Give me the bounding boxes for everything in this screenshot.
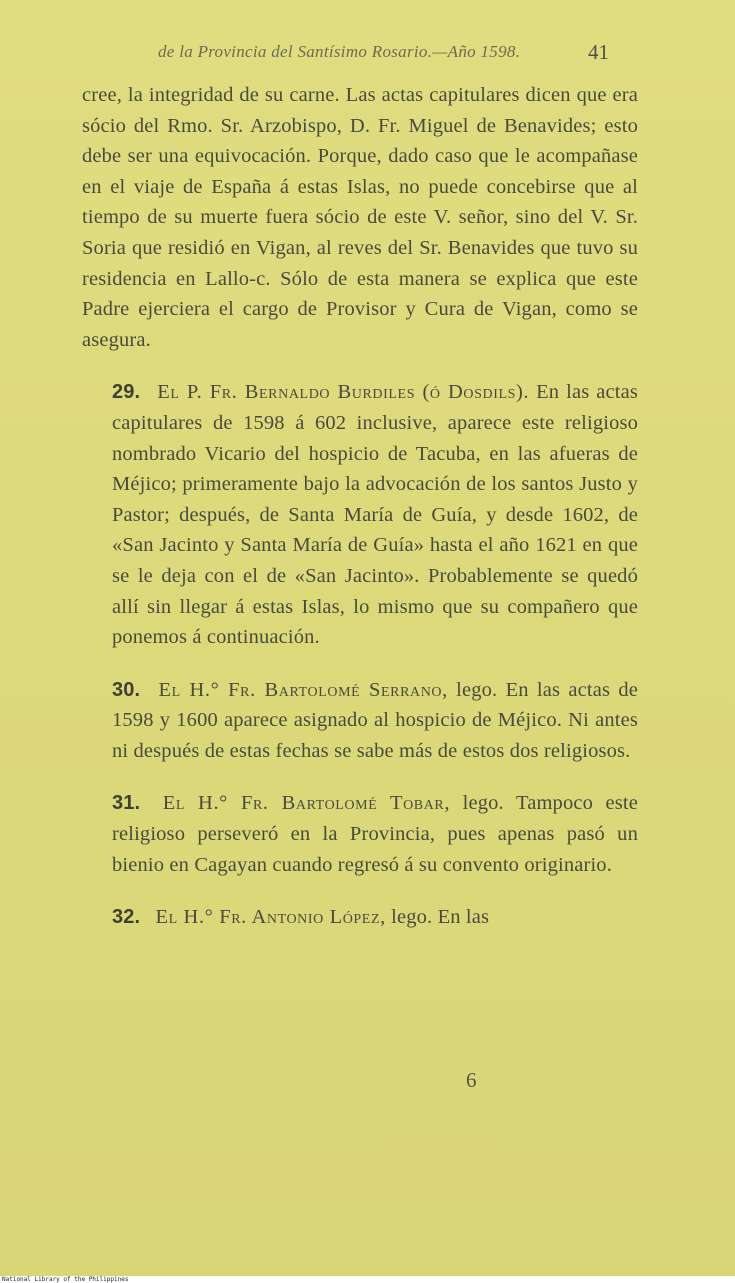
entry-text: En las actas capitulares de 1598 á 602 inclusive, aparece este religioso nombrado Vicario del hospicio de Tacuba, en las afueras de Méjico; primeramente bajo la advocación de los santos Justo y Pastor; después, de Santa María de Guía, y desde 1602, de «San Jacinto y Santa María de Guía» hasta el año 1621 en que se le deja con el de «San Jacinto». Probablemente se quedó allí sin llegar á estas Islas, lo mismo que su compañero que ponemos á continuación. [112,381,638,649]
entry-29 [82,377,638,652]
continuation-paragraph: cree, la integridad de su carne. Las actas capitulares dicen que era sócio del Rmo. Sr. Arzobispo, D. Fr. Miguel de Benavides; esto debe ser una equivocación. Porque, dado caso que le acompañase en el viaje de España á estas Islas, no puede concebirse que al tiempo de su muerte fuera sócio de este V. señor, sino del V. Sr. Soria que residió en Vigan, al reves del Sr. Benavides que tuvo su residencia en Lallo-c. Sólo de esta manera se explica que este Padre ejerciera el cargo de Provisor y Cura de Vigan, como se asegura. [82,84,638,351]
signature-mark: 6 [466,1068,477,1092]
library-credit: National Library of the Philippines [2,1276,129,1283]
page-body [82,80,638,933]
entry-31 [82,788,638,880]
entry-name: El P. Fr. Bernaldo Burdiles (ó Dosdils). [157,381,530,404]
entry-text: lego. En las actas de 1598 y 1600 aparece asignado al hospicio de Méjico. Ni antes ni después de estas fechas se sabe más de estos dos religiosos. [112,678,639,762]
running-title: de la Provincia del Santísimo Rosario.—Año 1598. [158,42,521,61]
page-number: 41 [588,40,609,64]
entry-name: El H.° Fr. Bartolomé Tobar, [162,792,451,815]
entry-number: 29. [112,381,141,404]
running-head [158,42,598,62]
entry-30 [82,675,638,767]
scan-footer-strip [0,1276,735,1283]
entry-32 [82,902,638,933]
entry-number: 31. [112,792,141,815]
entry-number: 30. [112,678,141,701]
entry-name: El H.° Fr. Bartolomé Serrano, [158,678,448,701]
entry-number: 32. [112,906,141,929]
entry-text: lego. Tampoco este religioso perseveró en la Provincia, pues apenas pasó un bienio en Cagayan cuando regresó á su convento originario. [112,792,638,876]
entry-text: lego. En las [391,906,490,929]
entry-name: El H.° Fr. Antonio López, [155,906,386,929]
